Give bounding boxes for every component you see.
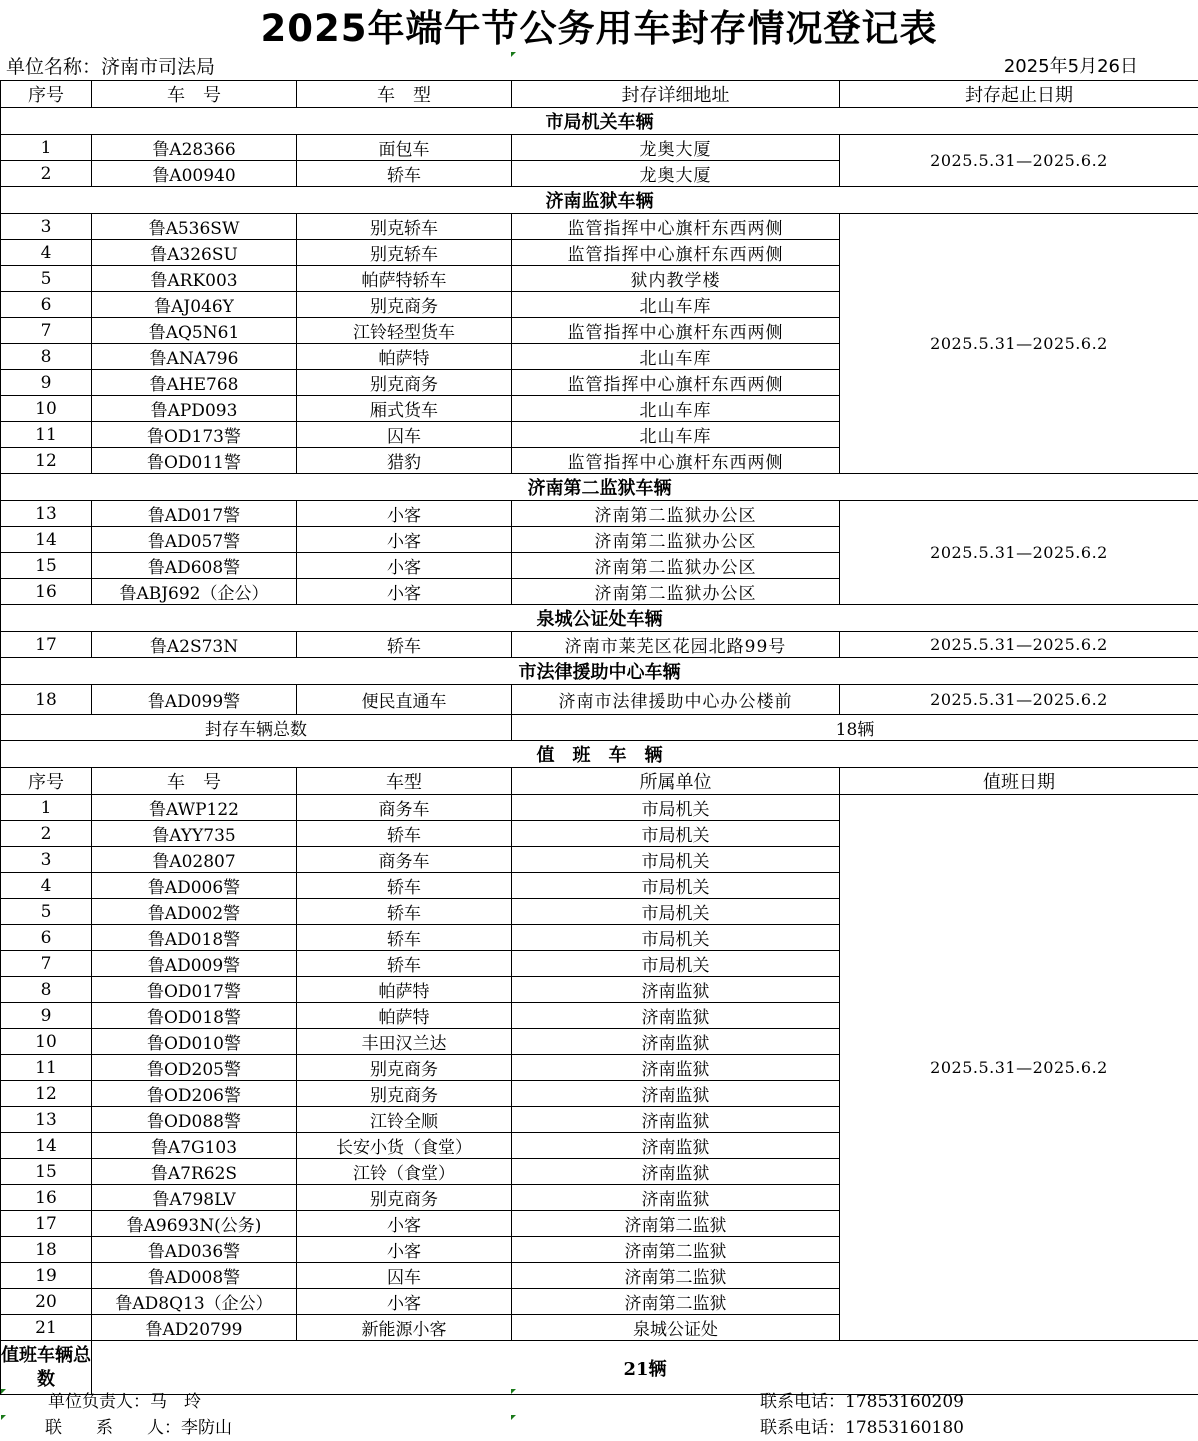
plate-number: 鲁AD099警 xyxy=(92,685,297,715)
seal-address: 北山车库 xyxy=(512,396,840,422)
plate-number: 鲁AQ5N61 xyxy=(92,318,297,344)
vehicle-type: 别克商务 xyxy=(297,1055,512,1081)
column-header: 车 型 xyxy=(297,81,512,108)
owner-unit: 市局机关 xyxy=(512,925,840,951)
plate-number: 鲁AD057警 xyxy=(92,527,297,553)
group-caption: 济南第二监狱车辆 xyxy=(1,474,1198,501)
sealed-total-row xyxy=(1,715,1198,741)
vehicle-type: 面包车 xyxy=(297,135,512,161)
row-number: 3 xyxy=(1,847,92,873)
group-caption-row xyxy=(1,187,1198,214)
row-number: 17 xyxy=(1,632,92,658)
row-number: 11 xyxy=(1,422,92,448)
plate-number: 鲁AHE768 xyxy=(92,370,297,396)
cell-marker xyxy=(1,1415,6,1420)
row-number: 9 xyxy=(1,1003,92,1029)
vehicle-type: 帕萨特 xyxy=(297,977,512,1003)
vehicle-type: 小客 xyxy=(297,527,512,553)
vehicle-type: 轿车 xyxy=(297,632,512,658)
cell-marker xyxy=(511,1389,516,1394)
table-row xyxy=(1,632,1198,658)
seal-address: 龙奥大厦 xyxy=(512,161,840,187)
vehicle-type: 别克轿车 xyxy=(297,214,512,240)
vehicle-type: 别克商务 xyxy=(297,1081,512,1107)
vehicle-type: 新能源小客 xyxy=(297,1315,512,1341)
owner-unit: 济南监狱 xyxy=(512,1107,840,1133)
plate-number: 鲁AD008警 xyxy=(92,1263,297,1289)
plate-number: 鲁OD205警 xyxy=(92,1055,297,1081)
seal-address: 北山车库 xyxy=(512,422,840,448)
table-row xyxy=(1,135,1198,161)
plate-number: 鲁AD036警 xyxy=(92,1237,297,1263)
group-caption-row xyxy=(1,605,1198,632)
plate-number: 鲁OD088警 xyxy=(92,1107,297,1133)
plate-number: 鲁A798LV xyxy=(92,1185,297,1211)
vehicle-type: 小客 xyxy=(297,553,512,579)
plate-number: 鲁OD017警 xyxy=(92,977,297,1003)
seal-period: 2025.5.31—2025.6.2 xyxy=(840,214,1198,474)
group-caption-row xyxy=(1,658,1198,685)
column-header: 封存详细地址 xyxy=(512,81,840,108)
row-number: 11 xyxy=(1,1055,92,1081)
seal-address: 济南市法律援助中心办公楼前 xyxy=(512,685,840,715)
contact-phone: 联系电话：17853160180 xyxy=(760,1418,964,1438)
vehicle-type: 长安小货（食堂） xyxy=(297,1133,512,1159)
contact-label: 联 系 人：李防山 xyxy=(45,1418,232,1438)
plate-number: 鲁AWP122 xyxy=(92,795,297,821)
owner-unit: 济南监狱 xyxy=(512,977,840,1003)
vehicle-type: 帕萨特轿车 xyxy=(297,266,512,292)
owner-unit: 泉城公证处 xyxy=(512,1315,840,1341)
owner-unit: 济南监狱 xyxy=(512,1055,840,1081)
row-number: 9 xyxy=(1,370,92,396)
row-number: 7 xyxy=(1,951,92,977)
seal-address: 济南第二监狱办公区 xyxy=(512,553,840,579)
group-caption-row xyxy=(1,108,1198,135)
row-number: 14 xyxy=(1,527,92,553)
plate-number: 鲁OD010警 xyxy=(92,1029,297,1055)
duty-caption: 值 班 车 辆 xyxy=(1,741,1198,768)
plate-number: 鲁A28366 xyxy=(92,135,297,161)
owner-unit: 济南第二监狱 xyxy=(512,1211,840,1237)
owner-unit: 市局机关 xyxy=(512,899,840,925)
vehicle-type: 轿车 xyxy=(297,925,512,951)
row-number: 1 xyxy=(1,795,92,821)
plate-number: 鲁OD206警 xyxy=(92,1081,297,1107)
plate-number: 鲁AD006警 xyxy=(92,873,297,899)
row-number: 12 xyxy=(1,448,92,474)
cell-marker xyxy=(511,1415,516,1420)
column-header: 车型 xyxy=(297,768,512,795)
column-header: 车 号 xyxy=(92,81,297,108)
plate-number: 鲁A00940 xyxy=(92,161,297,187)
duty-total-value: 21辆 xyxy=(92,1341,1198,1395)
column-header: 封存起止日期 xyxy=(840,81,1198,108)
seal-address: 北山车库 xyxy=(512,344,840,370)
owner-unit: 济南第二监狱 xyxy=(512,1263,840,1289)
vehicle-type: 商务车 xyxy=(297,847,512,873)
vehicle-type: 江铃（食堂） xyxy=(297,1159,512,1185)
plate-number: 鲁A7R62S xyxy=(92,1159,297,1185)
duty-header-row xyxy=(1,768,1198,795)
row-number: 5 xyxy=(1,899,92,925)
seal-period: 2025.5.31—2025.6.2 xyxy=(840,135,1198,187)
plate-number: 鲁A326SU xyxy=(92,240,297,266)
owner-unit: 济南监狱 xyxy=(512,1029,840,1055)
unit-name: 单位名称：济南市司法局 xyxy=(6,56,216,78)
header-row xyxy=(1,81,1198,108)
vehicle-type: 帕萨特 xyxy=(297,1003,512,1029)
vehicle-type: 轿车 xyxy=(297,821,512,847)
seal-address: 济南第二监狱办公区 xyxy=(512,501,840,527)
vehicle-type: 小客 xyxy=(297,1289,512,1315)
seal-address: 监管指挥中心旗杆东西两侧 xyxy=(512,448,840,474)
owner-unit: 济南监狱 xyxy=(512,1003,840,1029)
row-number: 6 xyxy=(1,925,92,951)
column-header: 值班日期 xyxy=(840,768,1198,795)
seal-period: 2025.5.31—2025.6.2 xyxy=(840,501,1198,605)
seal-period: 2025.5.31—2025.6.2 xyxy=(840,632,1198,658)
row-number: 8 xyxy=(1,977,92,1003)
owner-unit: 济南监狱 xyxy=(512,1185,840,1211)
column-header: 序号 xyxy=(1,81,92,108)
row-number: 6 xyxy=(1,292,92,318)
row-number: 21 xyxy=(1,1315,92,1341)
seal-address: 狱内教学楼 xyxy=(512,266,840,292)
row-number: 20 xyxy=(1,1289,92,1315)
row-number: 14 xyxy=(1,1133,92,1159)
owner-unit: 济南第二监狱 xyxy=(512,1289,840,1315)
plate-number: 鲁AD608警 xyxy=(92,553,297,579)
register-table xyxy=(0,80,1198,1395)
row-number: 16 xyxy=(1,579,92,605)
plate-number: 鲁A2S73N xyxy=(92,632,297,658)
row-number: 18 xyxy=(1,685,92,715)
plate-number: 鲁AD8Q13（企公） xyxy=(92,1289,297,1315)
owner-unit: 市局机关 xyxy=(512,847,840,873)
row-number: 13 xyxy=(1,501,92,527)
row-number: 1 xyxy=(1,135,92,161)
vehicle-type: 猎豹 xyxy=(297,448,512,474)
vehicle-type: 丰田汉兰达 xyxy=(297,1029,512,1055)
vehicle-type: 商务车 xyxy=(297,795,512,821)
vehicle-type: 江铃轻型货车 xyxy=(297,318,512,344)
leader-label: 单位负责人：马 玲 xyxy=(48,1392,201,1412)
row-number: 10 xyxy=(1,396,92,422)
seal-address: 监管指挥中心旗杆东西两侧 xyxy=(512,214,840,240)
cell-marker xyxy=(1,1389,6,1394)
row-number: 17 xyxy=(1,1211,92,1237)
column-header: 序号 xyxy=(1,768,92,795)
vehicle-type: 江铃全顺 xyxy=(297,1107,512,1133)
row-number: 2 xyxy=(1,161,92,187)
column-header: 所属单位 xyxy=(512,768,840,795)
vehicle-type: 别克轿车 xyxy=(297,240,512,266)
seal-address: 监管指挥中心旗杆东西两侧 xyxy=(512,370,840,396)
seal-address: 监管指挥中心旗杆东西两侧 xyxy=(512,240,840,266)
vehicle-type: 轿车 xyxy=(297,161,512,187)
plate-number: 鲁AD018警 xyxy=(92,925,297,951)
row-number: 4 xyxy=(1,240,92,266)
sealed-total-value: 18辆 xyxy=(512,715,1198,741)
plate-number: 鲁OD018警 xyxy=(92,1003,297,1029)
owner-unit: 市局机关 xyxy=(512,951,840,977)
duty-total-label: 值班车辆总数 xyxy=(1,1341,92,1395)
plate-number: 鲁ANA796 xyxy=(92,344,297,370)
vehicle-type: 轿车 xyxy=(297,899,512,925)
cell-marker xyxy=(511,52,516,57)
vehicle-type: 囚车 xyxy=(297,422,512,448)
group-caption: 市局机关车辆 xyxy=(1,108,1198,135)
plate-number: 鲁AYY735 xyxy=(92,821,297,847)
vehicle-type: 小客 xyxy=(297,501,512,527)
row-number: 5 xyxy=(1,266,92,292)
group-caption: 济南监狱车辆 xyxy=(1,187,1198,214)
plate-number: 鲁OD011警 xyxy=(92,448,297,474)
group-caption: 市法律援助中心车辆 xyxy=(1,658,1198,685)
row-number: 2 xyxy=(1,821,92,847)
report-date: 2025年5月26日 xyxy=(1003,56,1138,77)
seal-address: 龙奥大厦 xyxy=(512,135,840,161)
table-row xyxy=(1,795,1198,821)
vehicle-type: 轿车 xyxy=(297,951,512,977)
row-number: 8 xyxy=(1,344,92,370)
plate-number: 鲁APD093 xyxy=(92,396,297,422)
vehicle-type: 小客 xyxy=(297,1237,512,1263)
row-number: 4 xyxy=(1,873,92,899)
row-number: 16 xyxy=(1,1185,92,1211)
owner-unit: 济南监狱 xyxy=(512,1159,840,1185)
row-number: 15 xyxy=(1,1159,92,1185)
seal-address: 济南第二监狱办公区 xyxy=(512,579,840,605)
group-caption: 泉城公证处车辆 xyxy=(1,605,1198,632)
vehicle-type: 别克商务 xyxy=(297,1185,512,1211)
plate-number: 鲁AD017警 xyxy=(92,501,297,527)
owner-unit: 市局机关 xyxy=(512,795,840,821)
plate-number: 鲁A9693N(公务) xyxy=(92,1211,297,1237)
vehicle-type: 便民直通车 xyxy=(297,685,512,715)
row-number: 15 xyxy=(1,553,92,579)
owner-unit: 市局机关 xyxy=(512,821,840,847)
vehicle-type: 小客 xyxy=(297,579,512,605)
row-number: 13 xyxy=(1,1107,92,1133)
row-number: 10 xyxy=(1,1029,92,1055)
owner-unit: 济南监狱 xyxy=(512,1081,840,1107)
plate-number: 鲁A7G103 xyxy=(92,1133,297,1159)
group-caption-row xyxy=(1,474,1198,501)
seal-period: 2025.5.31—2025.6.2 xyxy=(840,685,1198,715)
row-number: 3 xyxy=(1,214,92,240)
plate-number: 鲁AD009警 xyxy=(92,951,297,977)
vehicle-type: 厢式货车 xyxy=(297,396,512,422)
row-number: 18 xyxy=(1,1237,92,1263)
plate-number: 鲁ABJ692（企公） xyxy=(92,579,297,605)
seal-address: 北山车库 xyxy=(512,292,840,318)
table-row xyxy=(1,685,1198,715)
owner-unit: 济南第二监狱 xyxy=(512,1237,840,1263)
plate-number: 鲁OD173警 xyxy=(92,422,297,448)
vehicle-type: 别克商务 xyxy=(297,292,512,318)
vehicle-type: 轿车 xyxy=(297,873,512,899)
seal-address: 济南市莱芜区花园北路99号 xyxy=(512,632,840,658)
seal-address: 监管指挥中心旗杆东西两侧 xyxy=(512,318,840,344)
plate-number: 鲁AD002警 xyxy=(92,899,297,925)
row-number: 19 xyxy=(1,1263,92,1289)
duty-total-row xyxy=(1,1341,1198,1395)
leader-phone: 联系电话：17853160209 xyxy=(760,1392,964,1412)
duty-period: 2025.5.31—2025.6.2 xyxy=(840,795,1198,1341)
table-row xyxy=(1,501,1198,527)
row-number: 12 xyxy=(1,1081,92,1107)
page-title: 2025年端午节公务用车封存情况登记表 xyxy=(260,7,938,50)
plate-number: 鲁A536SW xyxy=(92,214,297,240)
seal-address: 济南第二监狱办公区 xyxy=(512,527,840,553)
vehicle-type: 帕萨特 xyxy=(297,344,512,370)
plate-number: 鲁AJ046Y xyxy=(92,292,297,318)
table-row xyxy=(1,214,1198,240)
plate-number: 鲁ARK003 xyxy=(92,266,297,292)
vehicle-type: 别克商务 xyxy=(297,370,512,396)
duty-caption-row xyxy=(1,741,1198,768)
sealed-total-label: 封存车辆总数 xyxy=(1,715,512,741)
plate-number: 鲁A02807 xyxy=(92,847,297,873)
row-number: 7 xyxy=(1,318,92,344)
vehicle-type: 小客 xyxy=(297,1211,512,1237)
owner-unit: 市局机关 xyxy=(512,873,840,899)
owner-unit: 济南监狱 xyxy=(512,1133,840,1159)
plate-number: 鲁AD20799 xyxy=(92,1315,297,1341)
vehicle-type: 囚车 xyxy=(297,1263,512,1289)
column-header: 车 号 xyxy=(92,768,297,795)
